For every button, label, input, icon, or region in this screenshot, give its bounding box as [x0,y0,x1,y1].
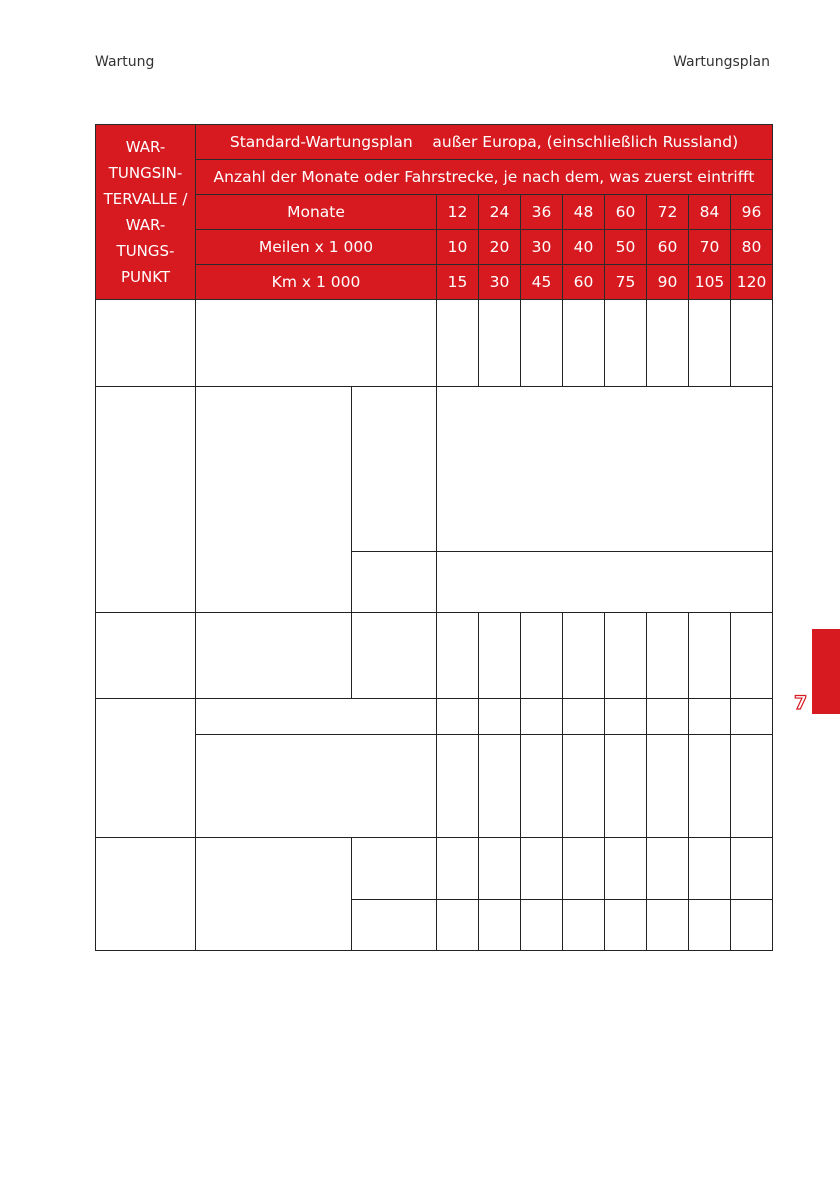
table-cell [352,900,437,951]
month-value: 60 [605,195,647,230]
km-value: 45 [521,265,563,300]
table-cell [563,300,605,387]
table-cell [521,838,563,900]
table-cell [196,613,352,699]
table-cell [563,900,605,951]
table-cell [689,735,731,838]
table-cell [437,900,479,951]
table-cell [437,699,479,735]
km-value: 120 [731,265,773,300]
miles-value: 10 [437,230,479,265]
table-cell [437,613,479,699]
table-cell [647,735,689,838]
table-cell [689,613,731,699]
maintenance-schedule-table [95,124,773,951]
table-row [96,613,773,699]
table-cell [479,699,521,735]
row-label-km: Km x 1 000 [196,265,437,300]
table-cell [479,613,521,699]
month-value: 48 [563,195,605,230]
month-value: 84 [689,195,731,230]
table-cell [479,735,521,838]
table-cell [647,300,689,387]
table-cell [731,699,773,735]
table-cell [437,552,773,613]
month-value: 96 [731,195,773,230]
table-cell [196,300,437,387]
km-value: 60 [563,265,605,300]
table-cell [605,699,647,735]
table-cell [437,838,479,900]
table-cell [521,900,563,951]
chapter-tab [812,629,840,714]
table-cell [563,699,605,735]
miles-value: 80 [731,230,773,265]
table-cell [196,699,437,735]
miles-value: 20 [479,230,521,265]
table-cell [731,900,773,951]
table-cell [196,387,352,613]
table-row [96,387,773,552]
table-cell [689,699,731,735]
table-cell [563,838,605,900]
table-cell [96,300,196,387]
table-cell [689,300,731,387]
table-cell [196,838,352,951]
table-cell [96,613,196,699]
table-cell [605,613,647,699]
km-row [96,265,773,300]
month-value: 12 [437,195,479,230]
table-cell [196,735,437,838]
month-value: 24 [479,195,521,230]
km-value: 105 [689,265,731,300]
table-cell [647,838,689,900]
month-value: 72 [647,195,689,230]
table-cell [605,838,647,900]
table-cell [521,699,563,735]
table-cell [479,900,521,951]
table-row [96,735,773,838]
table-cell [437,735,479,838]
table-cell [605,900,647,951]
table-cell [731,838,773,900]
table-cell [352,613,437,699]
interval-corner-label: WAR- TUNGSIN- TERVALLE / WAR- TUNGS- PUNKT [96,125,196,300]
row-label-months: Monate [196,195,437,230]
table-cell [605,300,647,387]
km-value: 15 [437,265,479,300]
table-cell [437,300,479,387]
miles-value: 30 [521,230,563,265]
table-cell [96,387,196,613]
table-cell [563,613,605,699]
chapter-number: 7 [794,692,808,714]
table-cell [605,735,647,838]
running-header-left: Wartung [95,54,155,70]
schedule-title: Standard-Wartungsplan außer Europa, (einschließlich Russland) [196,125,773,160]
table-row [96,699,773,735]
table-cell [521,613,563,699]
miles-value: 40 [563,230,605,265]
miles-value: 60 [647,230,689,265]
table-cell [647,613,689,699]
table-cell [521,735,563,838]
table-cell [352,552,437,613]
table-cell [647,900,689,951]
miles-value: 70 [689,230,731,265]
table-cell [96,838,196,951]
table-cell [689,900,731,951]
km-value: 90 [647,265,689,300]
table-cell [352,387,437,552]
table-cell [689,838,731,900]
schedule-subtitle: Anzahl der Monate oder Fahrstrecke, je nach dem, was zuerst eintrifft [196,160,773,195]
table-cell [437,387,773,552]
table-cell [479,838,521,900]
table-cell [479,300,521,387]
table-row [96,838,773,900]
miles-value: 50 [605,230,647,265]
table-row [96,300,773,387]
table-cell [521,300,563,387]
row-label-miles: Meilen x 1 000 [196,230,437,265]
month-value: 36 [521,195,563,230]
table-cell [731,735,773,838]
running-header-right: Wartungsplan [673,54,770,70]
table-cell [731,300,773,387]
table-cell [352,838,437,900]
km-value: 30 [479,265,521,300]
table-cell [96,699,196,838]
km-value: 75 [605,265,647,300]
table-cell [647,699,689,735]
table-cell [731,613,773,699]
miles-row [96,230,773,265]
months-row [96,195,773,230]
table-cell [563,735,605,838]
